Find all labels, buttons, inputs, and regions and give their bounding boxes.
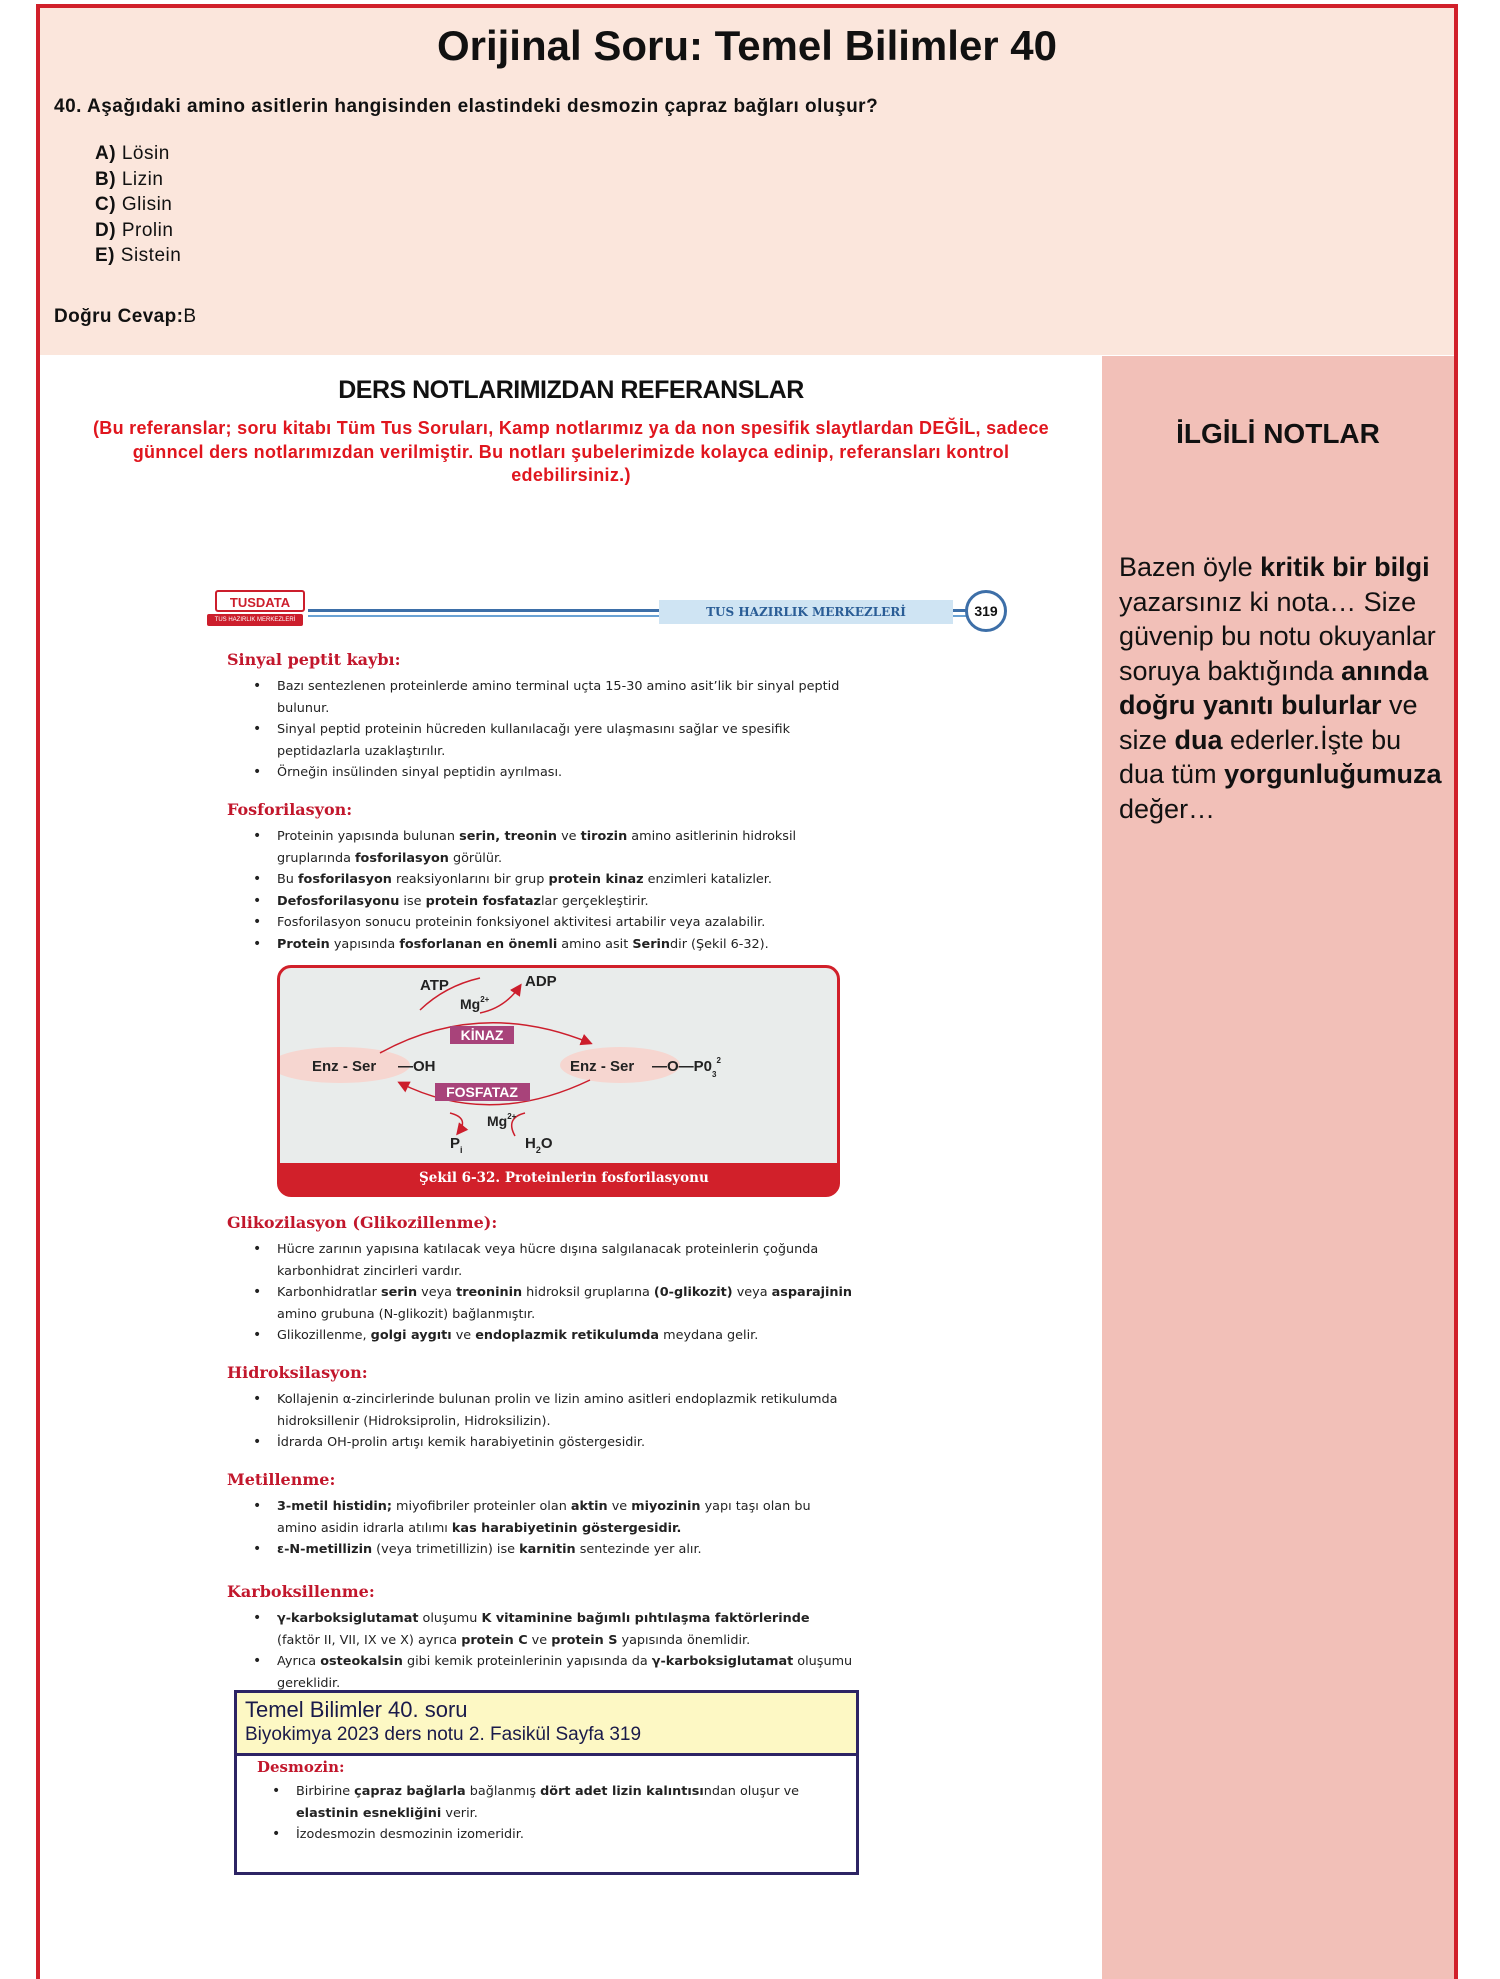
references-subtitle: (Bu referanslar; soru kitabı Tüm Tus Soruları, Kamp notlarımız ya da non spesifik slaytlardan DEĞİL, sadece günncel ders notlarımızdan verilmiştir. Bu notları şubelerimizde kolayca edinip, referansları kontrol edebilirsiniz.) xyxy=(92,418,1049,485)
section-title: Karboksillenme: xyxy=(227,1582,375,1601)
notes-body: Bazen öyle kritik bir bilgi yazarsınız ki nota… Size güvenip bu notu okuyanlar soruya baktığında anında doğru yanıtı bulurlar ve size dua ederler.İşte bu dua tüm yorgunluğumuza değer… xyxy=(1119,552,1442,824)
reference-overlay xyxy=(234,1690,859,1875)
left-enz-label: Enz - Ser xyxy=(312,1058,377,1075)
correct-answer: Doğru Cevap:B xyxy=(54,306,197,327)
page-number: 319 xyxy=(965,590,1007,632)
list-item: • γ-karboksiglutamat oluşumu K vitaminine bağımlı pıhtılaşma faktörlerinde (faktör II, VII, IX ve X) ayrıca protein C ve protein S yapısında önemlidir. xyxy=(253,1608,853,1651)
list-item: • Kollajenin α-zincirlerinde bulunan prolin ve lizin amino asitleri endoplazmik retikulumda hidroksillenir (Hidroksiprolin, Hidroksilizin). xyxy=(253,1389,853,1432)
section-title: Metillenme: xyxy=(227,1470,336,1489)
list-item: • Ayrıca osteokalsin gibi kemik proteinlerinin yapısında da γ-karboksiglutamat oluşumu gereklidir. xyxy=(253,1651,853,1694)
h2o-label: $H_2O$ xyxy=(525,1135,553,1155)
references-title: DERS NOTLARIMIZDAN REFERANSLAR xyxy=(338,376,804,404)
section-title: Fosforilasyon: xyxy=(227,800,353,819)
section-list xyxy=(253,1608,853,1694)
list-item: • Protein yapısında fosforlanan en önemli amino asit Serindir (Şekil 6-32). xyxy=(253,934,853,956)
kinaz-label: KİNAZ xyxy=(460,1027,504,1043)
atp-label: ATP xyxy=(420,977,449,994)
overlay-header xyxy=(237,1693,856,1756)
section-list xyxy=(253,1389,853,1454)
list-item: • Bazı sentezlenen proteinlerde amino terminal uçta 15-30 amino asit’lik bir sinyal peptid bulunur. xyxy=(253,676,853,719)
option-d[interactable]: D) Prolin xyxy=(95,219,174,241)
list-item: • Bu fosforilasyon reaksiyonlarını bir grup protein kinaz enzimleri katalizler. xyxy=(253,869,853,891)
section-list xyxy=(253,826,853,955)
option-e[interactable]: E) Sistein xyxy=(95,245,182,267)
overlay-source: Biyokimya 2023 ders notu 2. Fasikül Sayfa 319 xyxy=(245,1724,642,1745)
header-banner: TUS HAZIRLIK MERKEZLERİ xyxy=(659,600,953,624)
list-item: • Hücre zarının yapısına katılacak veya hücre dışına salgılanacak proteinlerin çoğunda karbonhidrat zincirleri vardır. xyxy=(253,1239,853,1282)
list-item: • Fosforilasyon sonucu proteinin fonksiyonel aktivitesi artabilir veya azalabilir. xyxy=(253,912,853,934)
overlay-list xyxy=(272,1781,842,1846)
list-item: • Sinyal peptid proteinin hücreden kullanılacağı yere ulaşmasını sağlar ve spesifik peptidazlarla uzaklaştırılır. xyxy=(253,719,853,762)
phosphorylation-diagram xyxy=(280,968,837,1194)
option-b[interactable]: B) Lizin xyxy=(95,168,164,190)
question-text: 40. Aşağıdaki amino asitlerin hangisinden elastindeki desmozin çapraz bağları oluşur? xyxy=(54,96,879,117)
book-page-header xyxy=(203,585,1013,630)
overlay-section-title: Desmozin: xyxy=(257,1758,345,1776)
option-c[interactable]: C) Glisin xyxy=(95,194,173,216)
list-item: • Birbirine çapraz bağlarla bağlanmış dört adet lizin kalıntısından oluşur ve elastinin esnekliğini verir. xyxy=(272,1781,842,1824)
list-item: • Defosforilasyonu ise protein fosfatazlar gerçekleştirir. xyxy=(253,891,853,913)
mg-top-label: $Mg^{2+}$ xyxy=(460,995,490,1012)
list-item: • 3-metil histidin; miyofibriler proteinler olan aktin ve miyozinin yapı taşı olan bu amino asidin idrarla atılımı kas harabiyetinin göstergesidir. xyxy=(253,1496,853,1539)
adp-label: ADP xyxy=(525,973,557,990)
oh-label: —OH xyxy=(398,1058,436,1075)
notes-title: İLGİLİ NOTLAR xyxy=(1176,418,1380,449)
list-item: • İdrarda OH-prolin artışı kemik harabiyetinin göstergesidir. xyxy=(253,1432,853,1454)
list-item: • ε-N-metillizin (veya trimetillizin) ise karnitin sentezinde yer alır. xyxy=(253,1539,853,1561)
notes-panel xyxy=(1102,356,1454,1979)
list-item: • Karbonhidratlar serin veya treoninin hidroksil gruplarına (0-glikozit) veya asparajinin amino grubuna (N-glikozit) bağlanmıştır. xyxy=(253,1282,853,1325)
arc-pi xyxy=(450,1113,463,1133)
mg-bottom-label: $Mg^{2+}$ xyxy=(487,1112,517,1129)
section-list xyxy=(253,1496,853,1561)
overlay-title: Temel Bilimler 40. soru xyxy=(245,1697,468,1722)
section-list xyxy=(253,676,853,784)
list-item: • Glikozillenme, golgi aygıtı ve endoplazmik retikulumda meydana gelir. xyxy=(253,1325,853,1347)
pi-label: $P_i$ xyxy=(450,1135,463,1155)
figure-caption: Şekil 6-32. Proteinlerin fosforilasyonu xyxy=(277,1163,840,1195)
phosphate-label: $—O—P0_3^2$ xyxy=(652,1056,721,1079)
question-title: Orijinal Soru: Temel Bilimler 40 xyxy=(436,22,1058,69)
question-panel xyxy=(40,8,1454,355)
section-list xyxy=(253,1239,853,1347)
right-enz-label: Enz - Ser xyxy=(570,1058,635,1075)
section-title: Glikozilasyon (Glikozillenme): xyxy=(227,1213,498,1232)
options-list xyxy=(95,141,181,269)
section-title: Hidroksilasyon: xyxy=(227,1363,368,1382)
list-item: • Proteinin yapısında bulunan serin, treonin ve tirozin amino asitlerinin hidroksil gruplarında fosforilasyon görülür. xyxy=(253,826,853,869)
list-item: • Örneğin insülinden sinyal peptidin ayrılması. xyxy=(253,762,853,784)
fosfataz-label: FOSFATAZ xyxy=(446,1084,518,1100)
section-title: Sinyal peptit kaybı: xyxy=(227,650,401,669)
list-item: • İzodesmozin desmozinin izomeridir. xyxy=(272,1824,842,1846)
option-a[interactable]: A) Lösin xyxy=(95,143,170,164)
tusdata-logo: TUSDATA TUS HAZIRLIK MERKEZLERİ xyxy=(203,588,305,628)
